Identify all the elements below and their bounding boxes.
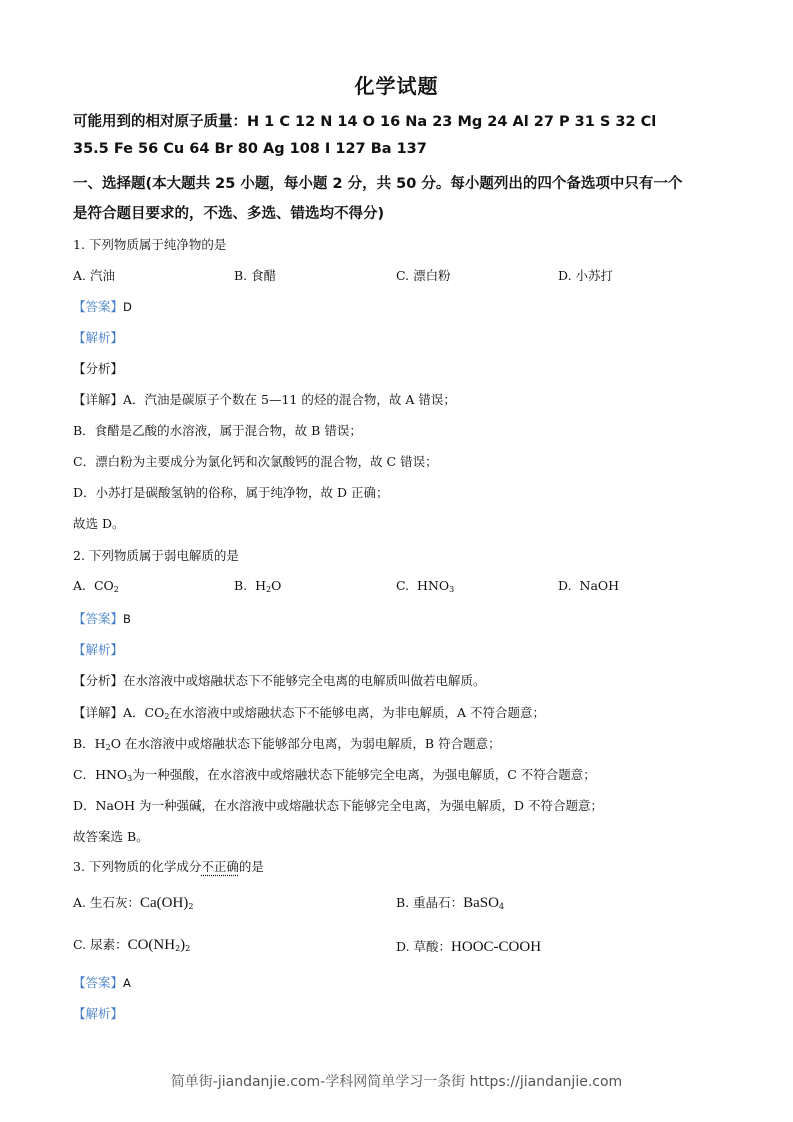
answer-value: A bbox=[123, 976, 131, 990]
detail-text-tail: O 在水溶液中或熔融状态下能够部分电离，为弱电解质，B 符合题意； bbox=[110, 736, 501, 751]
section-heading-line-2: 是符合题目要求的，不选、多选、错选均不得分) bbox=[73, 206, 385, 222]
option-formula: HOOC-COOH bbox=[451, 939, 542, 955]
option-formula: NaOH bbox=[579, 578, 620, 593]
atomic-mass-line-2: 35.5 Fe 56 Cu 64 Br 80 Ag 108 I 127 Ba 137 bbox=[73, 141, 427, 157]
option-formula: CO(NH bbox=[127, 937, 176, 953]
q3-analysis-label: 【解析】 bbox=[73, 1006, 124, 1021]
q2-fenxi bbox=[73, 671, 486, 689]
q2-detail-1 bbox=[73, 703, 545, 721]
option-formula: H bbox=[255, 578, 267, 593]
answer-label: 【答案】 bbox=[73, 611, 124, 626]
q2-option-b bbox=[234, 578, 281, 594]
footer-watermark: 简单街-jiandanjie.com-学科网简单学习一条街 https://jiandanjie.com bbox=[170, 1074, 623, 1090]
q1-detail-3: C．漂白粉为主要成分为氯化钙和次氯酸钙的混合物，故 C 错误； bbox=[73, 454, 438, 469]
formula-subscript: 4 bbox=[498, 902, 505, 911]
q1-detail-1 bbox=[73, 390, 456, 408]
formula-subscript: 2 bbox=[175, 944, 181, 953]
q3-option-b bbox=[396, 893, 504, 912]
fenxi-text: 在水溶液中或熔融状态下不能够完全电离的电解质叫做若电解质。 bbox=[123, 673, 486, 688]
q3-answer bbox=[73, 973, 131, 991]
q2-detail-4: D．NaOH 为一种强碱，在水溶液中或熔融状态下能够完全电离，为强电解质，D 不符合题意； bbox=[73, 798, 604, 813]
option-label: C. 尿素： bbox=[73, 937, 128, 952]
detail-label: 【详解】 bbox=[73, 392, 124, 407]
formula-subscript: 2 bbox=[188, 902, 194, 911]
detail-text-tail: 在水溶液中或熔融状态下不能够电离，为非电解质，A 不符合题意； bbox=[169, 705, 545, 720]
formula-subscript: 3 bbox=[127, 774, 133, 783]
q3-option-d bbox=[396, 937, 541, 956]
formula-subscript: 2 bbox=[105, 743, 111, 752]
q1-option-c: C. 漂白粉 bbox=[396, 268, 451, 283]
stem-emphasis: 不正确 bbox=[201, 859, 239, 874]
option-formula: BaSO bbox=[463, 895, 499, 911]
q3-stem bbox=[73, 857, 264, 875]
stem-text-tail: 的是 bbox=[238, 859, 264, 874]
q2-option-d bbox=[558, 578, 619, 593]
detail-text: A．汽油是碳原子个数在 5—11 的烃的混合物，故 A 错误； bbox=[123, 392, 456, 407]
section-heading-line-1: 一、选择题(本大题共 25 小题，每小题 2 分，共 50 分。每小题列出的四个备选项中只有一个 bbox=[73, 176, 683, 192]
q1-conclusion: 故选 D。 bbox=[73, 516, 125, 531]
q1-detail-4: D．小苏打是碳酸氢钠的俗称，属于纯净物，故 D 正确； bbox=[73, 485, 389, 500]
q2-conclusion: 故答案选 B。 bbox=[73, 829, 149, 844]
q1-answer bbox=[73, 297, 132, 315]
answer-label: 【答案】 bbox=[73, 975, 124, 990]
q3-option-c bbox=[73, 935, 190, 954]
option-letter: C. bbox=[396, 578, 410, 593]
q1-detail-2: B．食醋是乙酸的水溶液，属于混合物，故 B 错误； bbox=[73, 423, 362, 438]
detail-text: C．HNO bbox=[73, 767, 128, 782]
option-letter: D. bbox=[558, 578, 572, 593]
q2-option-a bbox=[73, 578, 119, 594]
formula-subscript: 2 bbox=[266, 585, 272, 594]
detail-text: A．CO bbox=[123, 705, 165, 720]
stem-text: 3. 下列物质的化学成分 bbox=[73, 859, 202, 874]
atomic-mass-line-1: 可能用到的相对原子质量：H 1 C 12 N 14 O 16 Na 23 Mg 24 Al 27 P 31 S 32 Cl bbox=[73, 114, 657, 130]
answer-label: 【答案】 bbox=[73, 299, 124, 314]
detail-text: B．H bbox=[73, 736, 106, 751]
option-formula: CO bbox=[93, 578, 114, 593]
page-title: 化学试题 bbox=[354, 74, 439, 98]
option-letter: B. bbox=[234, 578, 248, 593]
q1-option-b: B. 食醋 bbox=[234, 268, 277, 283]
q2-stem: 2. 下列物质属于弱电解质的是 bbox=[73, 548, 239, 563]
option-formula: Ca(OH) bbox=[139, 895, 189, 911]
q2-detail-2 bbox=[73, 734, 501, 752]
q1-stem: 1. 下列物质属于纯净物的是 bbox=[73, 237, 227, 252]
option-label: D. 草酸： bbox=[396, 939, 452, 954]
option-formula-tail: O bbox=[271, 578, 282, 593]
q3-option-a bbox=[73, 893, 193, 912]
fenxi-label: 【分析】 bbox=[73, 673, 124, 688]
q2-analysis-label: 【解析】 bbox=[73, 642, 124, 657]
q2-detail-3 bbox=[73, 765, 596, 783]
q2-answer bbox=[73, 609, 131, 627]
q1-option-d: D. 小苏打 bbox=[558, 268, 614, 283]
detail-label: 【详解】 bbox=[73, 705, 124, 720]
q1-analysis-label: 【解析】 bbox=[73, 330, 124, 345]
option-label: A. 生石灰： bbox=[73, 895, 140, 910]
detail-text-tail: 为一种强酸，在水溶液中或熔融状态下能够完全电离，为强电解质，C 不符合题意； bbox=[132, 767, 596, 782]
option-formula-close: ) bbox=[180, 937, 186, 953]
formula-subscript: 2 bbox=[185, 944, 191, 953]
formula-subscript: 2 bbox=[113, 585, 119, 594]
option-formula: HNO bbox=[417, 578, 450, 593]
option-letter: A. bbox=[73, 578, 87, 593]
formula-subscript: 2 bbox=[164, 712, 170, 721]
q1-fenxi-label: 【分析】 bbox=[73, 361, 124, 376]
q1-option-a: A. 汽油 bbox=[73, 268, 115, 283]
option-label: B. 重晶石： bbox=[396, 895, 464, 910]
answer-value: D bbox=[123, 300, 132, 314]
answer-value: B bbox=[123, 612, 131, 626]
q2-option-c bbox=[396, 578, 454, 594]
formula-subscript: 3 bbox=[449, 585, 455, 594]
